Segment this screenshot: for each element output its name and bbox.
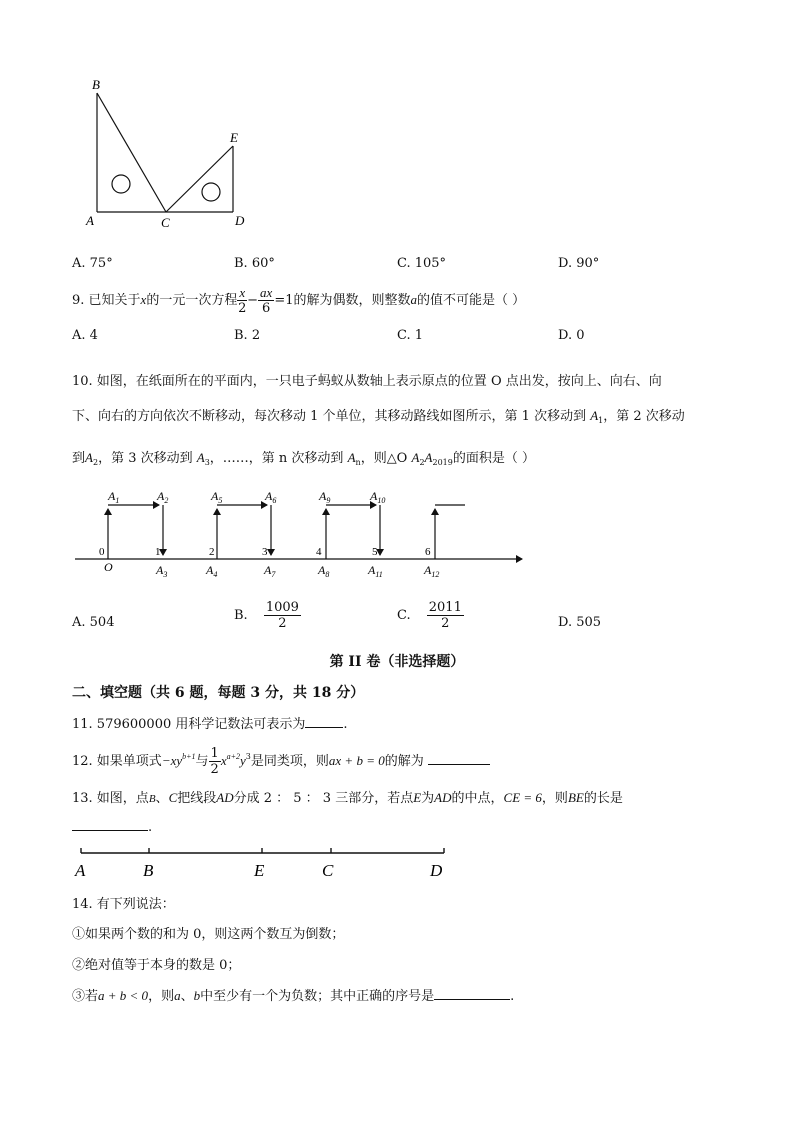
q10-a2-sub: 2 [92,458,99,467]
q10-tri-a2-sub: 2 [419,458,425,467]
q14-s3-b: ，则 [148,989,175,1004]
q8-circle-right [202,183,220,201]
q12-mono2-y: y [240,753,246,768]
q10-tick-3: 3 [262,546,268,558]
q8-option-c: C. 105° [397,256,447,271]
q8-line-bc [97,93,166,212]
q10-option-c-prefix: C. [397,608,411,623]
q12-prefix: 12. 如果单项式 [72,754,162,769]
q10-option-b-prefix: B. [234,608,248,623]
q13-line1-b: 把线段 [177,791,217,806]
q12-frac-den: 2 [210,762,219,777]
q10-line2 [72,405,685,425]
q10-a1-symbol: A [590,408,599,423]
q10-label-a10: $A_{10}$ [370,489,386,505]
q10-line2-a: 下、向右的方向依次不断移动，每次移动 1 个单位，其移动路线如图所示，第 1 次移动到 [72,409,587,424]
q11-end: . [343,717,348,732]
q12-mono1: −xy [161,753,183,768]
q13-ad-2: AD [434,790,452,805]
q10-line3-a: 到 [72,451,86,466]
q9-frac1 [237,285,247,316]
q9-minus: − [247,293,259,308]
q10-label-a11: $A_{11}$ [368,563,383,579]
q10-option-a: A. 504 [72,615,115,630]
q10-option-b-num: 1009 [265,600,299,615]
q14-s3-sep: 、 [180,989,194,1004]
q10-line2-b: ，第 2 次移动 [603,409,685,424]
q9-var-x: x [140,292,147,307]
q8-label-b: B [92,77,100,92]
q10-a3-sub: 3 [204,458,210,467]
q13-line1 [72,787,623,806]
q9-mid2: 的解为偶数，则整数 [293,293,411,308]
q13-label-d: D [430,861,443,880]
q10-label-a6: $A_6$ [265,489,277,505]
q10-label-a3: $A_3$ [156,563,168,579]
q8-figure [80,72,260,237]
q14-end: . [510,989,515,1004]
q10-line3 [72,447,535,467]
q10-tick-6: 6 [425,546,431,558]
q14-answer-blank[interactable] [434,987,510,1000]
q9-frac2 [258,285,274,316]
q13-line1-a: 13. 如图，点 [72,791,149,806]
q9-var-a: a [410,292,417,307]
q10-tick-1: 1 [155,546,161,558]
q11-text: 11. 579600000 用科学记数法可表示为 [72,717,306,732]
q12-exp3: 3 [245,752,251,761]
q10-label-a12: $A_{12}$ [424,563,440,579]
q10-label-a5: $A_5$ [211,489,223,505]
q10-option-b-den: 2 [278,616,287,631]
q12-with: 与 [195,754,209,769]
q12-mid: 是同类项，则 [250,754,329,769]
q10-a3-symbol: A [196,450,205,465]
q14-s3-b-var: b [193,988,201,1003]
q12-equation: ax + b = 0 [328,753,385,768]
q10-label-a1: $A_1$ [108,489,120,505]
q9-option-c: C. 1 [397,328,424,343]
q14-statement-1: ①如果两个数的和为 0，则这两个数互为倒数； [72,927,345,942]
q13-label-a: A [75,861,86,880]
q10-line3-b: ，第 3 次移动到 [98,451,193,466]
q10-tri-a2-symbol: A [411,450,420,465]
q9-frac2-num: ax [260,285,273,300]
q14-intro: 14. 有下列说法： [72,897,175,912]
q12-exp2: a+2 [226,752,241,761]
q12-frac [209,746,221,777]
q8-label-c: C [161,215,170,230]
q13-label-e: E [254,861,265,880]
q8-line-ce [166,146,233,212]
q10-a2-symbol: A [85,450,93,465]
q10-option-c-frac [427,600,464,631]
q13-b: B [148,793,156,805]
q14-s3-a: ③若 [72,989,99,1004]
q10-label-a8: $A_8$ [318,563,330,579]
q13-be: BE [567,790,584,805]
q10-option-c-den: 2 [441,616,450,631]
q9-frac1-den: 2 [238,301,247,316]
q13-ad: AD [216,790,234,805]
q13-label-b: B [143,861,154,880]
q13-line1-g: 的长是 [583,791,623,806]
q10-line3-d: ，则△O [360,451,408,466]
q10-tri-a2019-sub: 2019 [432,458,453,467]
q13-line2 [72,818,152,835]
q11-question [72,713,348,732]
q12-suffix: 的解为 [384,754,424,769]
q13-answer-blank[interactable] [72,818,148,831]
q10-label-a2: $A_2$ [157,489,169,505]
q12-answer-blank[interactable] [428,752,490,765]
q8-option-d: D. 90° [558,256,600,271]
q8-option-b: B. 60° [234,256,275,271]
q13-e: E [413,790,422,805]
q13-c: C [168,790,178,805]
volume-title: 第 II 卷（非选择题） [329,654,465,670]
q13-line1-c: 分成 2 ： 5 ： 3 三部分，若点 [233,791,414,806]
q10-option-d: D. 505 [558,615,602,630]
q13-line1-e: 的中点， [451,791,504,806]
q10-line1: 10. 如图，在纸面所在的平面内，一只电子蚂蚁从数轴上表示原点的位置 O 点出发，按向上、向右、向 [72,374,662,389]
q10-tick-5: 5 [372,546,378,558]
q9-suffix: 的值不可能是（ ） [417,293,526,308]
q11-answer-blank[interactable] [305,715,343,728]
q8-label-a: A [86,213,94,228]
q10-line3-c: ，……，第 n 次移动到 [209,451,344,466]
q10-option-c [397,600,464,631]
q10-a1-sub: 1 [598,416,604,425]
q10-tri-a2019-symbol: A [424,450,433,465]
q13-sep: 、 [155,791,169,806]
q9-eq: =1 [274,293,294,308]
q10-option-c-num: 2011 [428,600,462,615]
q10-an-symbol: A [347,450,356,465]
q10-tick-4: 4 [316,546,322,558]
q9-question [72,284,525,317]
q10-label-a9: $A_9$ [319,489,331,505]
q9-frac1-num: x [239,285,246,300]
q13-line1-d: 为 [421,791,435,806]
q10-label-a4: $A_4$ [206,563,218,579]
q9-mid1: 的一元一次方程 [146,293,238,308]
q13-figure [70,840,460,882]
q13-label-c: C [322,861,334,880]
q8-option-a: A. 75° [72,256,113,271]
q10-an-sub: n [355,458,361,467]
q12-frac-num: 1 [210,746,219,761]
q10-option-b [234,600,301,631]
q14-statement-2: ②绝对值等于本身的数是 0； [72,958,241,973]
q12-mono2-x: x [220,753,227,768]
q10-line3-e: 的面积是（ ） [452,451,535,466]
q14-s3-a-var: a [174,988,181,1003]
q10-tick-0: 0 [99,546,105,558]
q8-circle-left [112,175,130,193]
q13-end: . [148,820,153,835]
q9-option-d: D. 0 [558,328,585,343]
part-title: 二、填空题（共 6 题，每题 3 分，共 18 分） [72,685,365,701]
q9-option-a: A. 4 [72,328,98,343]
q9-option-b: B. 2 [234,328,261,343]
q10-option-b-frac [264,600,301,631]
q13-ce: CE = 6 [503,790,542,805]
q14-statement-3 [72,985,514,1004]
q8-label-e: E [230,130,238,145]
q12-exp1: b+1 [182,752,196,761]
q10-label-origin: O [104,560,113,574]
q13-line1-f: ，则 [541,791,568,806]
q10-tick-2: 2 [209,546,215,558]
q14-s3-c: 中至少有一个为负数；其中正确的序号是 [200,989,435,1004]
q9-prefix: 9. 已知关于 [72,293,141,308]
q14-s3-expr: a + b < 0 [98,988,149,1003]
q8-label-d: D [235,213,245,228]
q12-question [72,740,490,779]
q10-label-a7: $A_7$ [264,563,276,579]
q9-frac2-den: 6 [262,301,271,316]
q10-figure [70,485,530,580]
